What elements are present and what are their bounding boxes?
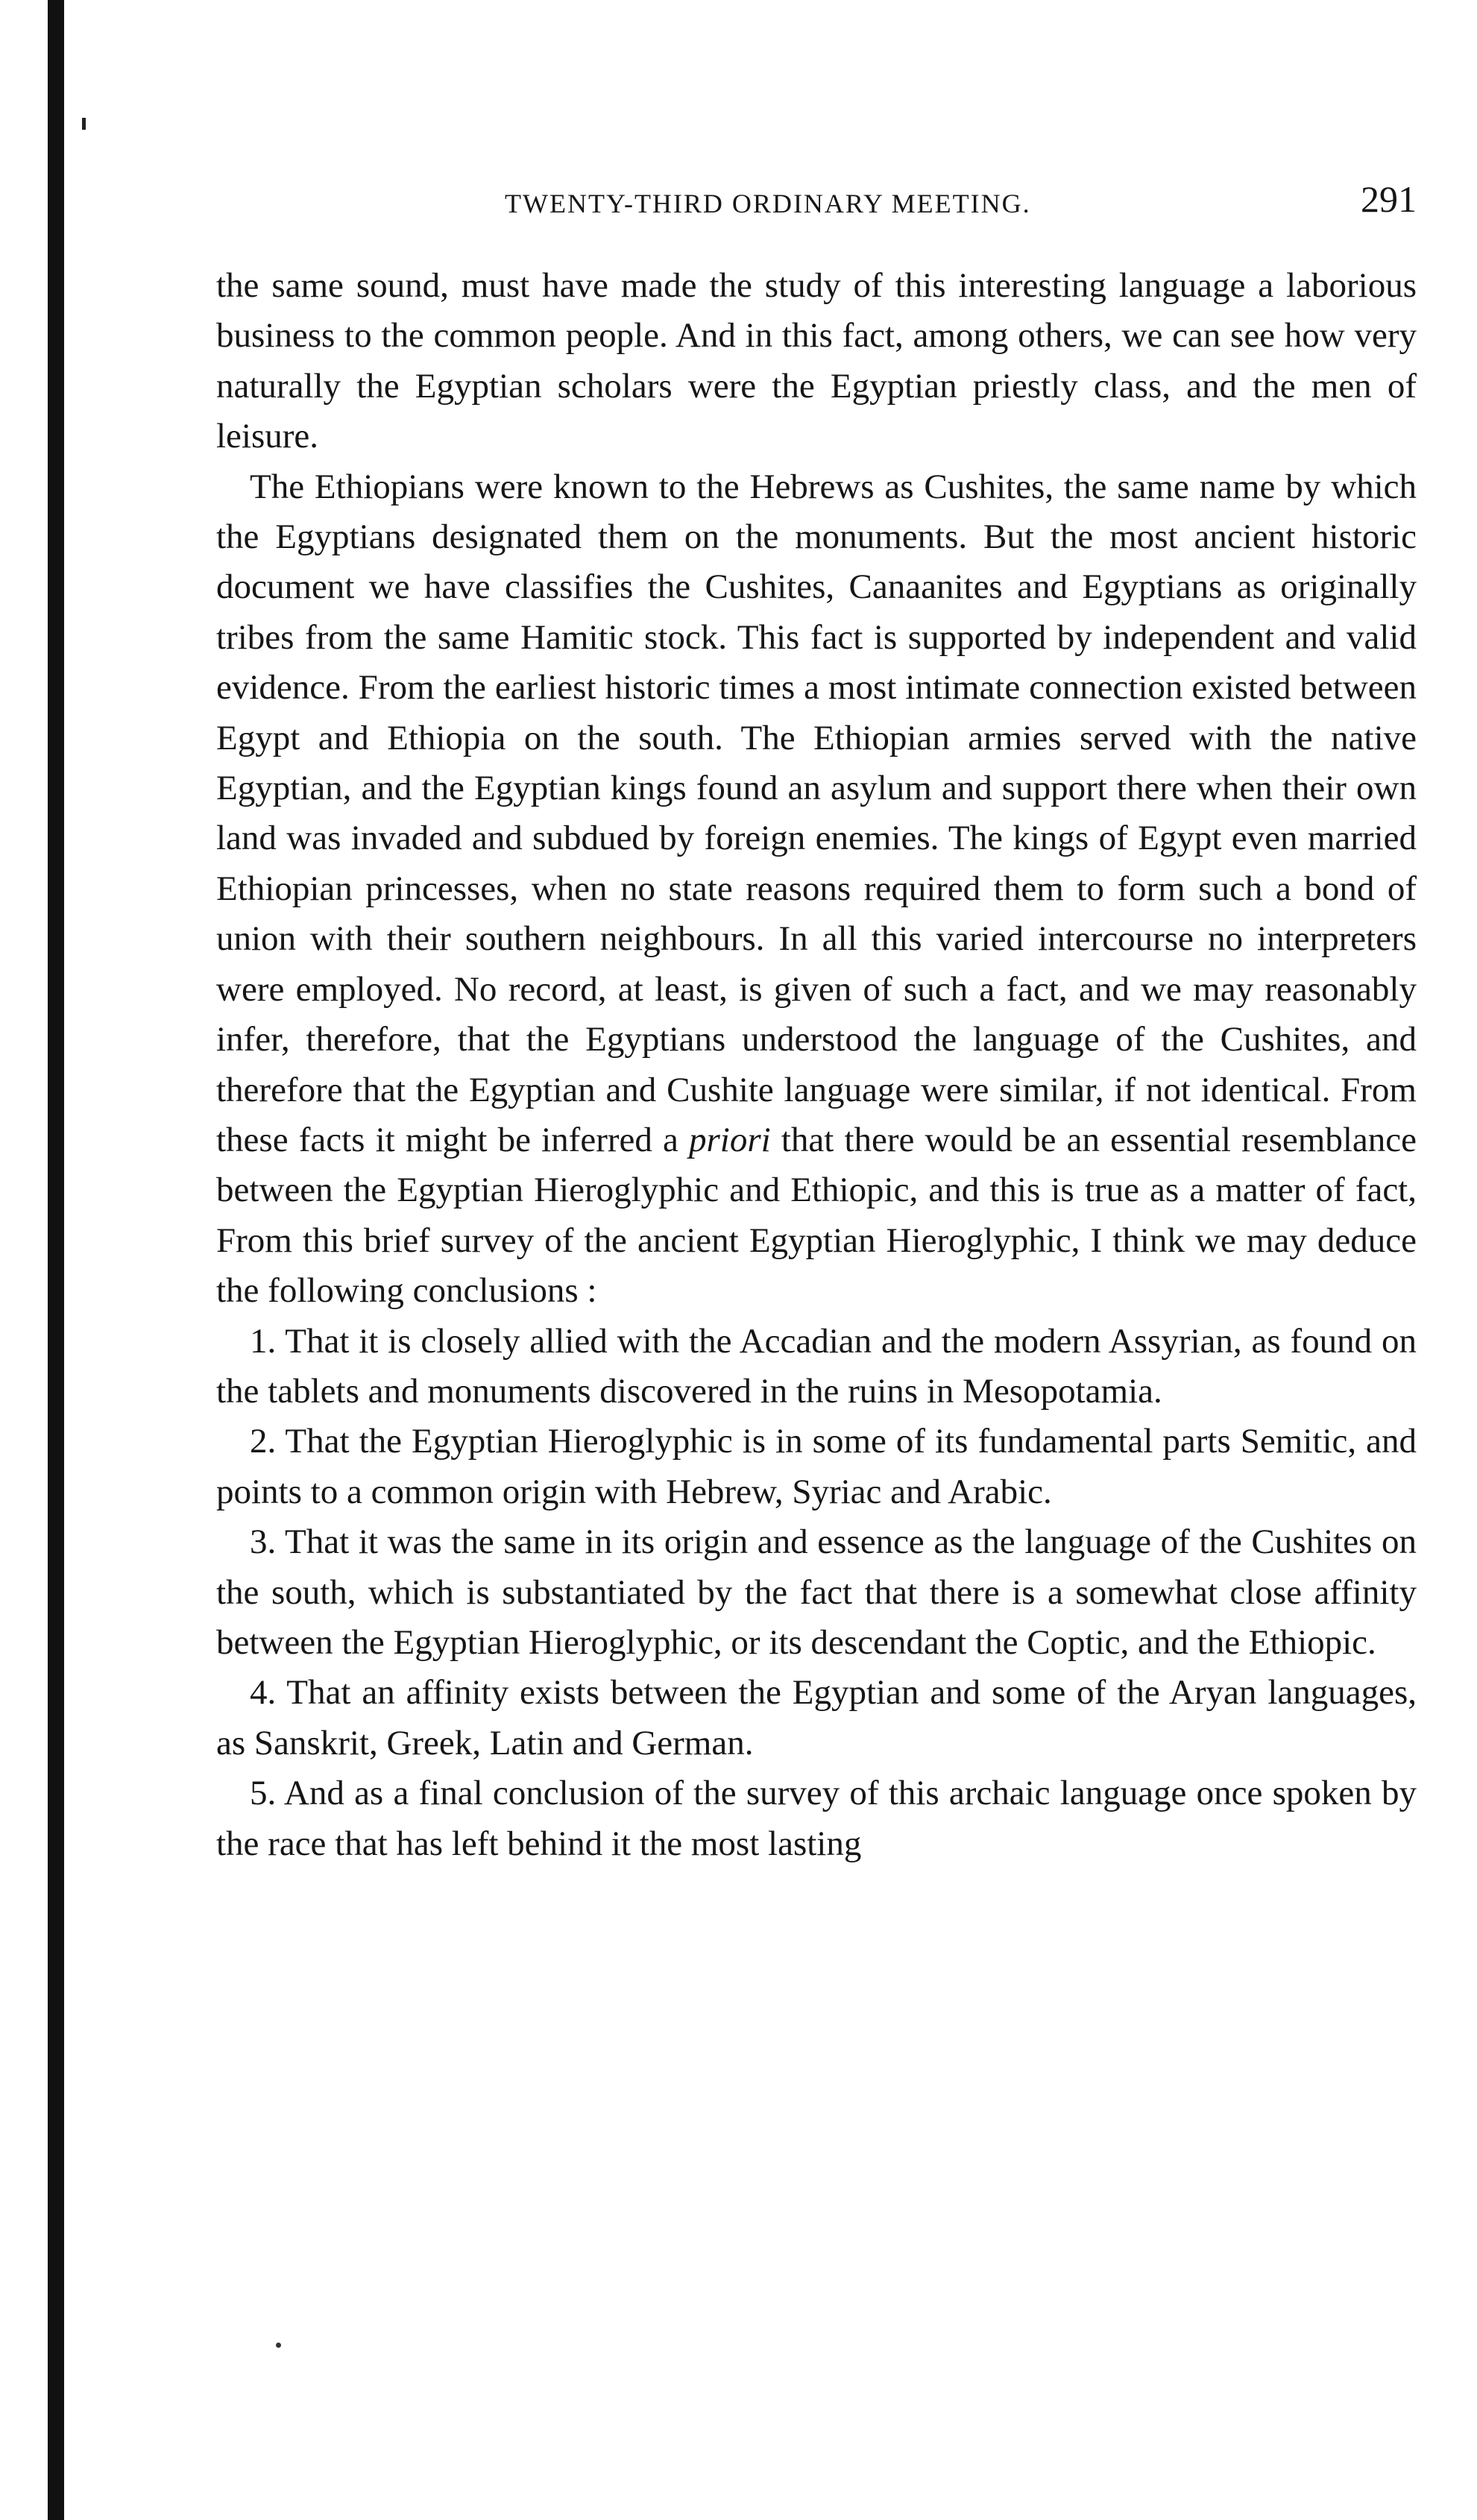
paragraph-ethiopians-text: The Ethiopians were known to the Hebrews as Cushites, the same name by which the Egyptians designated them on the monuments. But the most ancient historic document we have classifies the Cushites, Canaanites and Egyptians as originally tribes from the same Hamitic stock. This fact is supported by independent and valid evidence. From the earliest historic times a most intimate connection existed between Egypt and Ethiopia on the south. The Ethiopian armies served with the native Egyptian, and the Egyptian kings found an asylum and support there when their own land was invaded and subdued by foreign enemies. The kings of Egypt even married Ethiopian princesses, when no state reasons required them to form such a bond of union with their southern neighbours. In all this varied intercourse no interpreters were employed. No record, at least, is given of such a fact, and we may reasonably infer, therefore, that the Egyptians understood the language of the Cushites, and therefore that the Egyptian and Cushite language were similar, if not identical. From these facts it might be inferred a [216,467,1417,1159]
page-number: 291 [1361,178,1417,220]
paragraph-continued: the same sound, must have made the study of this interesting language a laborious business to the common people. And in this fact, among others, we can see how very naturally the Egyptian scholars were the Egyptian priestly class, and the men of leisure. [216,266,1417,456]
conclusion-item-1: 1. That it is closely allied with the Accadian and the modern Assyrian, as found on the tablets and monuments discovered in the ruins in Mesopotamia. [216,1321,1417,1411]
conclusion-item-5: 5. And as a final conclusion of the survey of this archaic language once spoken by the race that has left behind it the most lasting [216,1774,1417,1863]
paragraph-ethiopians-text-end: that there would be an essential resemblance between the Egyptian Hieroglyphic and Ethiopic, and this is true as a matter of fact, From this brief survey of the ancient Egyptian Hieroglyphic, I think we may deduce the following conclusions : [216,1120,1417,1311]
italic-priori: priori [689,1120,771,1159]
conclusion-item-2: 2. That the Egyptian Hieroglyphic is in some of its fundamental parts Semitic, and points to a common origin with Hebrew, Syriac and Arabic. [216,1422,1417,1511]
page-header [216,177,1417,237]
paragraph-ethiopians [216,462,1417,1317]
running-head: TWENTY-THIRD ORDINARY MEETING. [505,189,1031,218]
conclusion-item-4: 4. That an affinity exists between the Egyptian and some of the Aryan languages, as Sanskrit, Greek, Latin and German. [216,1673,1417,1763]
conclusion-item-3: 3. That it was the same in its origin and essence as the language of the Cushites on the south, which is substantiated by the fact that there is a somewhat close affinity between the Egyptian Hieroglyphic, or its descendant the Coptic, and the Ethiopic. [216,1522,1417,1662]
stray-ink-mark [276,2343,281,2348]
body-text [216,261,1417,1869]
margin-speck [82,118,86,130]
book-binding-edge [48,0,64,2520]
